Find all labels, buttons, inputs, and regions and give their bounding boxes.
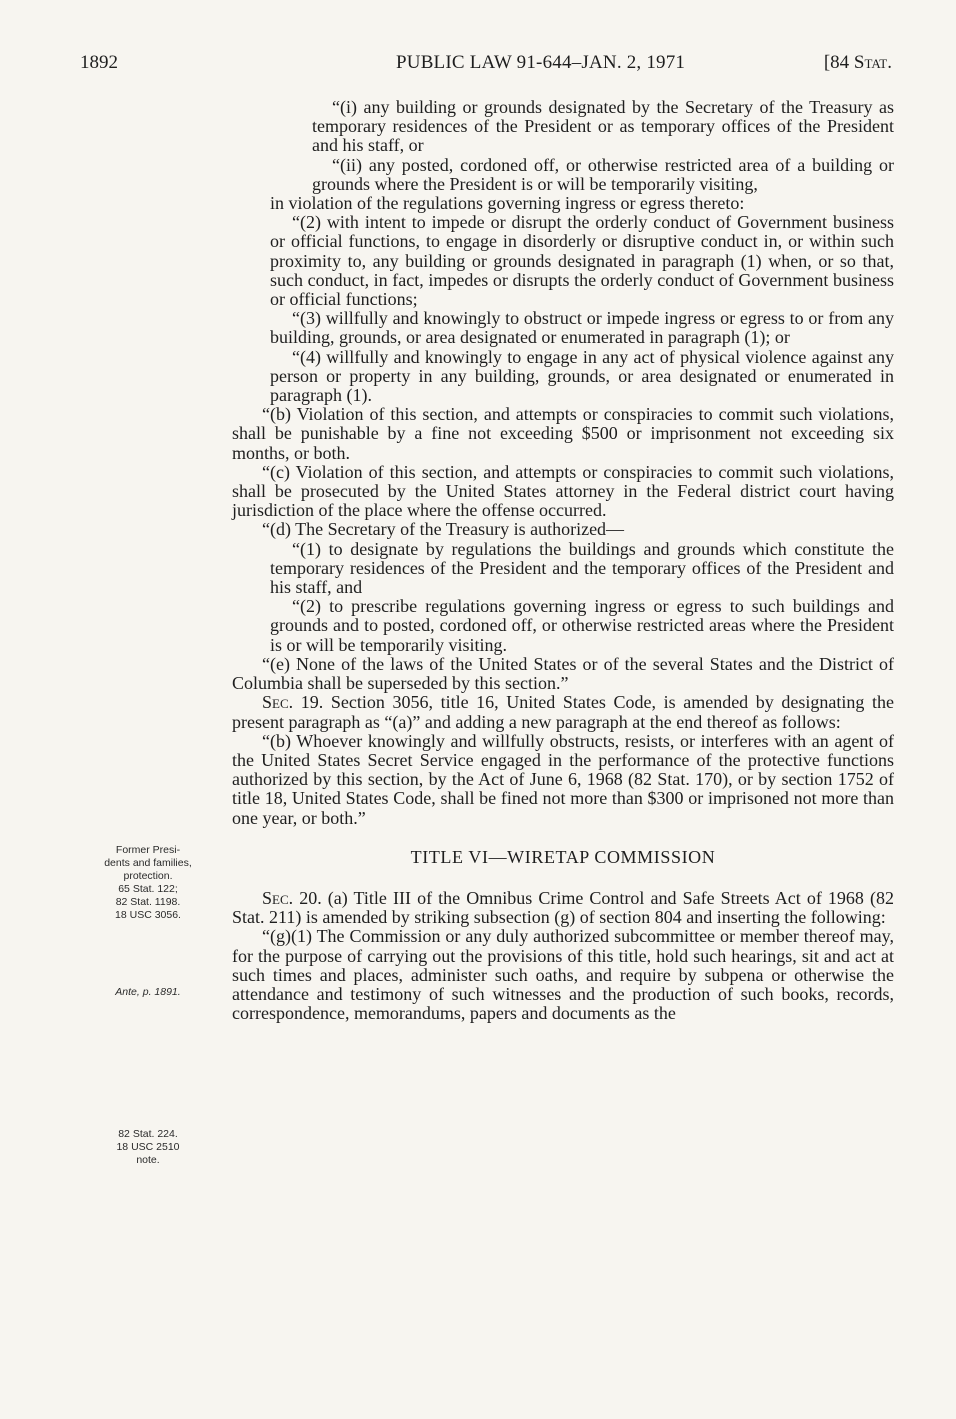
section-19 xyxy=(232,693,894,731)
page-number: 1892 xyxy=(80,52,118,73)
margin-note-line: 18 USC 3056. xyxy=(115,909,181,921)
section-label: Sec. xyxy=(262,692,294,713)
margin-note-wiretap xyxy=(84,1128,212,1167)
margin-note-line: 82 Stat. 224. xyxy=(118,1128,178,1140)
paragraph-violation: in violation of the regulations governing ingress or egress thereto: xyxy=(270,193,745,214)
paragraph-g1: “(g)(1) The Commission or any duly authorized subcommittee or member thereof may, for the purpose of carrying out the provisions of this title, hold such hearings, sit and act at such times and places, administer such oaths, and require by subpena or otherwise the attendance and testimony of such witnesses and the production of such books, records, correspondence, memorandums, papers and documents as the xyxy=(232,926,894,1024)
paragraph-d: “(d) The Secretary of the Treasury is authorized— xyxy=(262,519,625,540)
page-header xyxy=(80,52,892,78)
running-title: PUBLIC LAW 91-644–JAN. 2, 1971 xyxy=(396,52,686,73)
section-label: Sec. xyxy=(262,887,294,908)
section-19-text: 19. Section 3056, title 16, United States Code, is amended by designating the present paragraph as “(a)” and adding a new paragraph at the end thereof as follows: xyxy=(232,692,894,732)
paragraph-e: “(e) None of the laws of the United States or of the several States and the District of Columbia shall be superseded by this section.” xyxy=(232,653,894,694)
paragraph-3: “(3) willfully and knowingly to obstruct or impede ingress or egress to or from any building, grounds, or area designated or enumerated in paragraph (1); or xyxy=(270,308,894,348)
volume-reference xyxy=(824,52,892,74)
paragraph-d1: “(1) to designate by regulations the buildings and grounds which constitute the temporary residences of the President and the temporary offices of the President and his staff, and xyxy=(270,538,894,598)
margin-note-line: dents and families, xyxy=(104,857,192,869)
margin-note-line: protection. xyxy=(123,870,173,882)
paragraph-19b: “(b) Whoever knowingly and willfully obstructs, resists, or interferes with an agent of the United States Secret Service engaged in the performance of the protective functions authorized by this section, by the Act of June 6, 1968 (82 Stat. 170), or by section 1752 of title 18, United States Code, shall be fined not more than $300 or imprisoned not more than one year, or both.” xyxy=(232,730,894,828)
margin-note-line: note. xyxy=(136,1154,160,1166)
paragraph-2: “(2) with intent to impede or disrupt the orderly conduct of Government business or official functions, to engage in disorderly or disruptive conduct in, or within such proximity to, any building or grounds designated in paragraph (1) when, or so that, such conduct, in fact, impedes or disrupts the orderly conduct of Government business or official functions; xyxy=(270,212,894,310)
paragraph-d2: “(2) to prescribe regulations governing ingress or egress to such buildings and grounds and to posted, cordoned off, or otherwise restricted areas where the President is or will be temporarily visiting. xyxy=(270,596,894,655)
section-20 xyxy=(232,889,894,927)
volume-stat: Stat. xyxy=(853,52,892,73)
margin-note-line: 82 Stat. 1198. xyxy=(115,896,181,908)
margin-note-line: Ante, p. 1891. xyxy=(115,986,181,998)
margin-note-former-presidents xyxy=(84,844,212,922)
paragraph-b: “(b) Violation of this section, and attempts or conspiracies to commit such violations, shall be punishable by a fine not exceeding $500 or imprisonment not exceeding six months, or both. xyxy=(232,404,894,463)
paragraph-4: “(4) willfully and knowingly to engage in any act of physical violence against any person or property in any building, grounds, or area designated or enumerated in paragraph (1). xyxy=(270,346,894,406)
paragraph-i: “(i) any building or grounds designated by the Secretary of the Treasury as temporary residences of the President or as temporary offices of the President and his staff, or xyxy=(312,97,894,156)
title-heading: TITLE VI—WIRETAP COMMISSION xyxy=(410,846,716,867)
margin-note-ante xyxy=(84,986,212,999)
margin-note-line: 18 USC 2510 xyxy=(116,1141,180,1153)
section-20-text: 20. (a) Title III of the Omnibus Crime Control and Safe Streets Act of 1968 (82 Stat. 211) is amended by striking subsection (g) of section 804 and inserting the following: xyxy=(232,887,894,928)
statute-text xyxy=(232,98,894,1023)
paragraph-ii: “(ii) any posted, cordoned off, or otherwise restricted area of a building or grounds where the President is or will be temporarily visiting, xyxy=(312,154,894,194)
margin-note-line: Former Presi- xyxy=(115,844,181,856)
margin-note-line: 65 Stat. 122; xyxy=(118,883,178,895)
paragraph-c: “(c) Violation of this section, and attempts or conspiracies to commit such violations, shall be prosecuted by the United States attorney in the Federal district court having jurisdiction of the place where the offense occurred. xyxy=(232,461,894,521)
volume-prefix: [84 xyxy=(823,52,854,73)
